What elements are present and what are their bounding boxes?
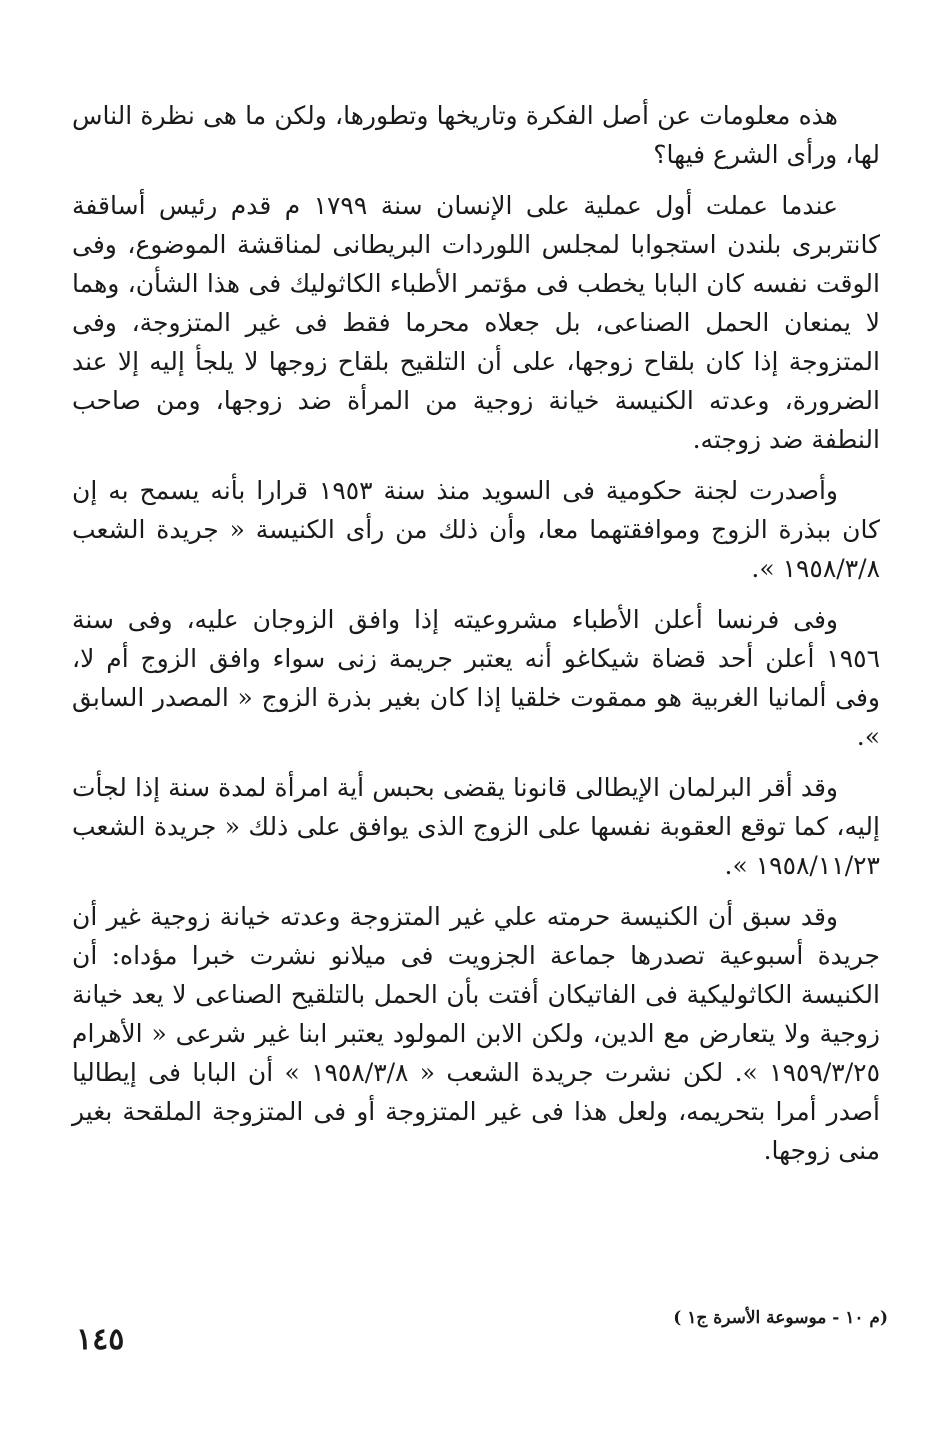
paragraph-6: وقد سبق أن الكنيسة حرمته علي غير المتزوجة وعدته خيانة زوجية غير أن جريدة أسبوعية تصدرها جماعة الجزويت فى ميلانو نشرت خبرا مؤداه: أن الكنيسة الكاثوليكية فى الفاتيكان أفتت بأن الحمل بالتلقيح الصناعى لا يعد خيانة زوجية ولا يتعارض مع الدين، ولكن الابن المولود يعتبر ابنا غير شرعى « الأهرام ١٩٥٩/٣/٢٥ ». لكن نشرت جريدة الشعب « ١٩٥٨/٣/٨ » أن البابا فى إيطاليا أصدر أمرا بتحريمه، ولعل هذا فى غير المتزوجة أو فى المتزوجة الملقحة بغير منى زوجها. xyxy=(72,902,880,1165)
footer-note: (م ١٠ - موسوعة الأسرة ج١ ) xyxy=(673,1308,888,1328)
body-text xyxy=(72,96,880,1182)
paragraph-2: عندما عملت أول عملية على الإنسان سنة ١٧٩٩ م قدم رئيس أساقفة كانتربرى بلندن استجوابا لمجلس اللوردات البريطانى لمناقشة الموضوع، وفى الوقت نفسه كان البابا يخطب فى مؤتمر الأطباء الكاثوليك فى هذا الشأن، وهما لا يمنعان الحمل الصناعى، بل جعلاه محرما فقط فى غير المتزوجة، وفى المتزوجة إذا كان بلقاح زوجها، على أن التلقيح بلقاح زوجها لا يلجأ إليه إلا عند الضرورة، وعدته الكنيسة خيانة زوجية من المرأة ضد زوجها، ومن صاحب النطفة ضد زوجته. xyxy=(72,191,880,454)
paragraph-1: هذه معلومات عن أصل الفكرة وتاريخها وتطورها، ولكن ما هى نظرة الناس لها، ورأى الشرع فيها؟ xyxy=(72,101,880,169)
paragraph-3: وأصدرت لجنة حكومية فى السويد منذ سنة ١٩٥٣ قرارا بأنه يسمح به إن كان ببذرة الزوج وموافقتهما معا، وأن ذلك من رأى الكنيسة « جريدة الشعب ١٩٥٨/٣/٨ ». xyxy=(72,476,880,583)
paragraph-4: وفى فرنسا أعلن الأطباء مشروعيته إذا وافق الزوجان عليه، وفى سنة ١٩٥٦ أعلن أحد قضاة شيكاغو أنه يعتبر جريمة زنى سواء وافق الزوج أم لا، وفى ألمانيا الغربية هو ممقوت خلقيا إذا كان بغير بذرة الزوج « المصدر السابق ». xyxy=(72,605,880,751)
paragraph-5: وقد أقر البرلمان الإيطالى قانونا يقضى بحبس أية امرأة لمدة سنة إذا لجأت إليه، كما توقع العقوبة نفسها على الزوج الذى يوافق على ذلك « جريدة الشعب ١٩٥٨/١١/٢٣ ». xyxy=(72,773,880,880)
page-number: ١٤٥ xyxy=(76,1322,125,1357)
